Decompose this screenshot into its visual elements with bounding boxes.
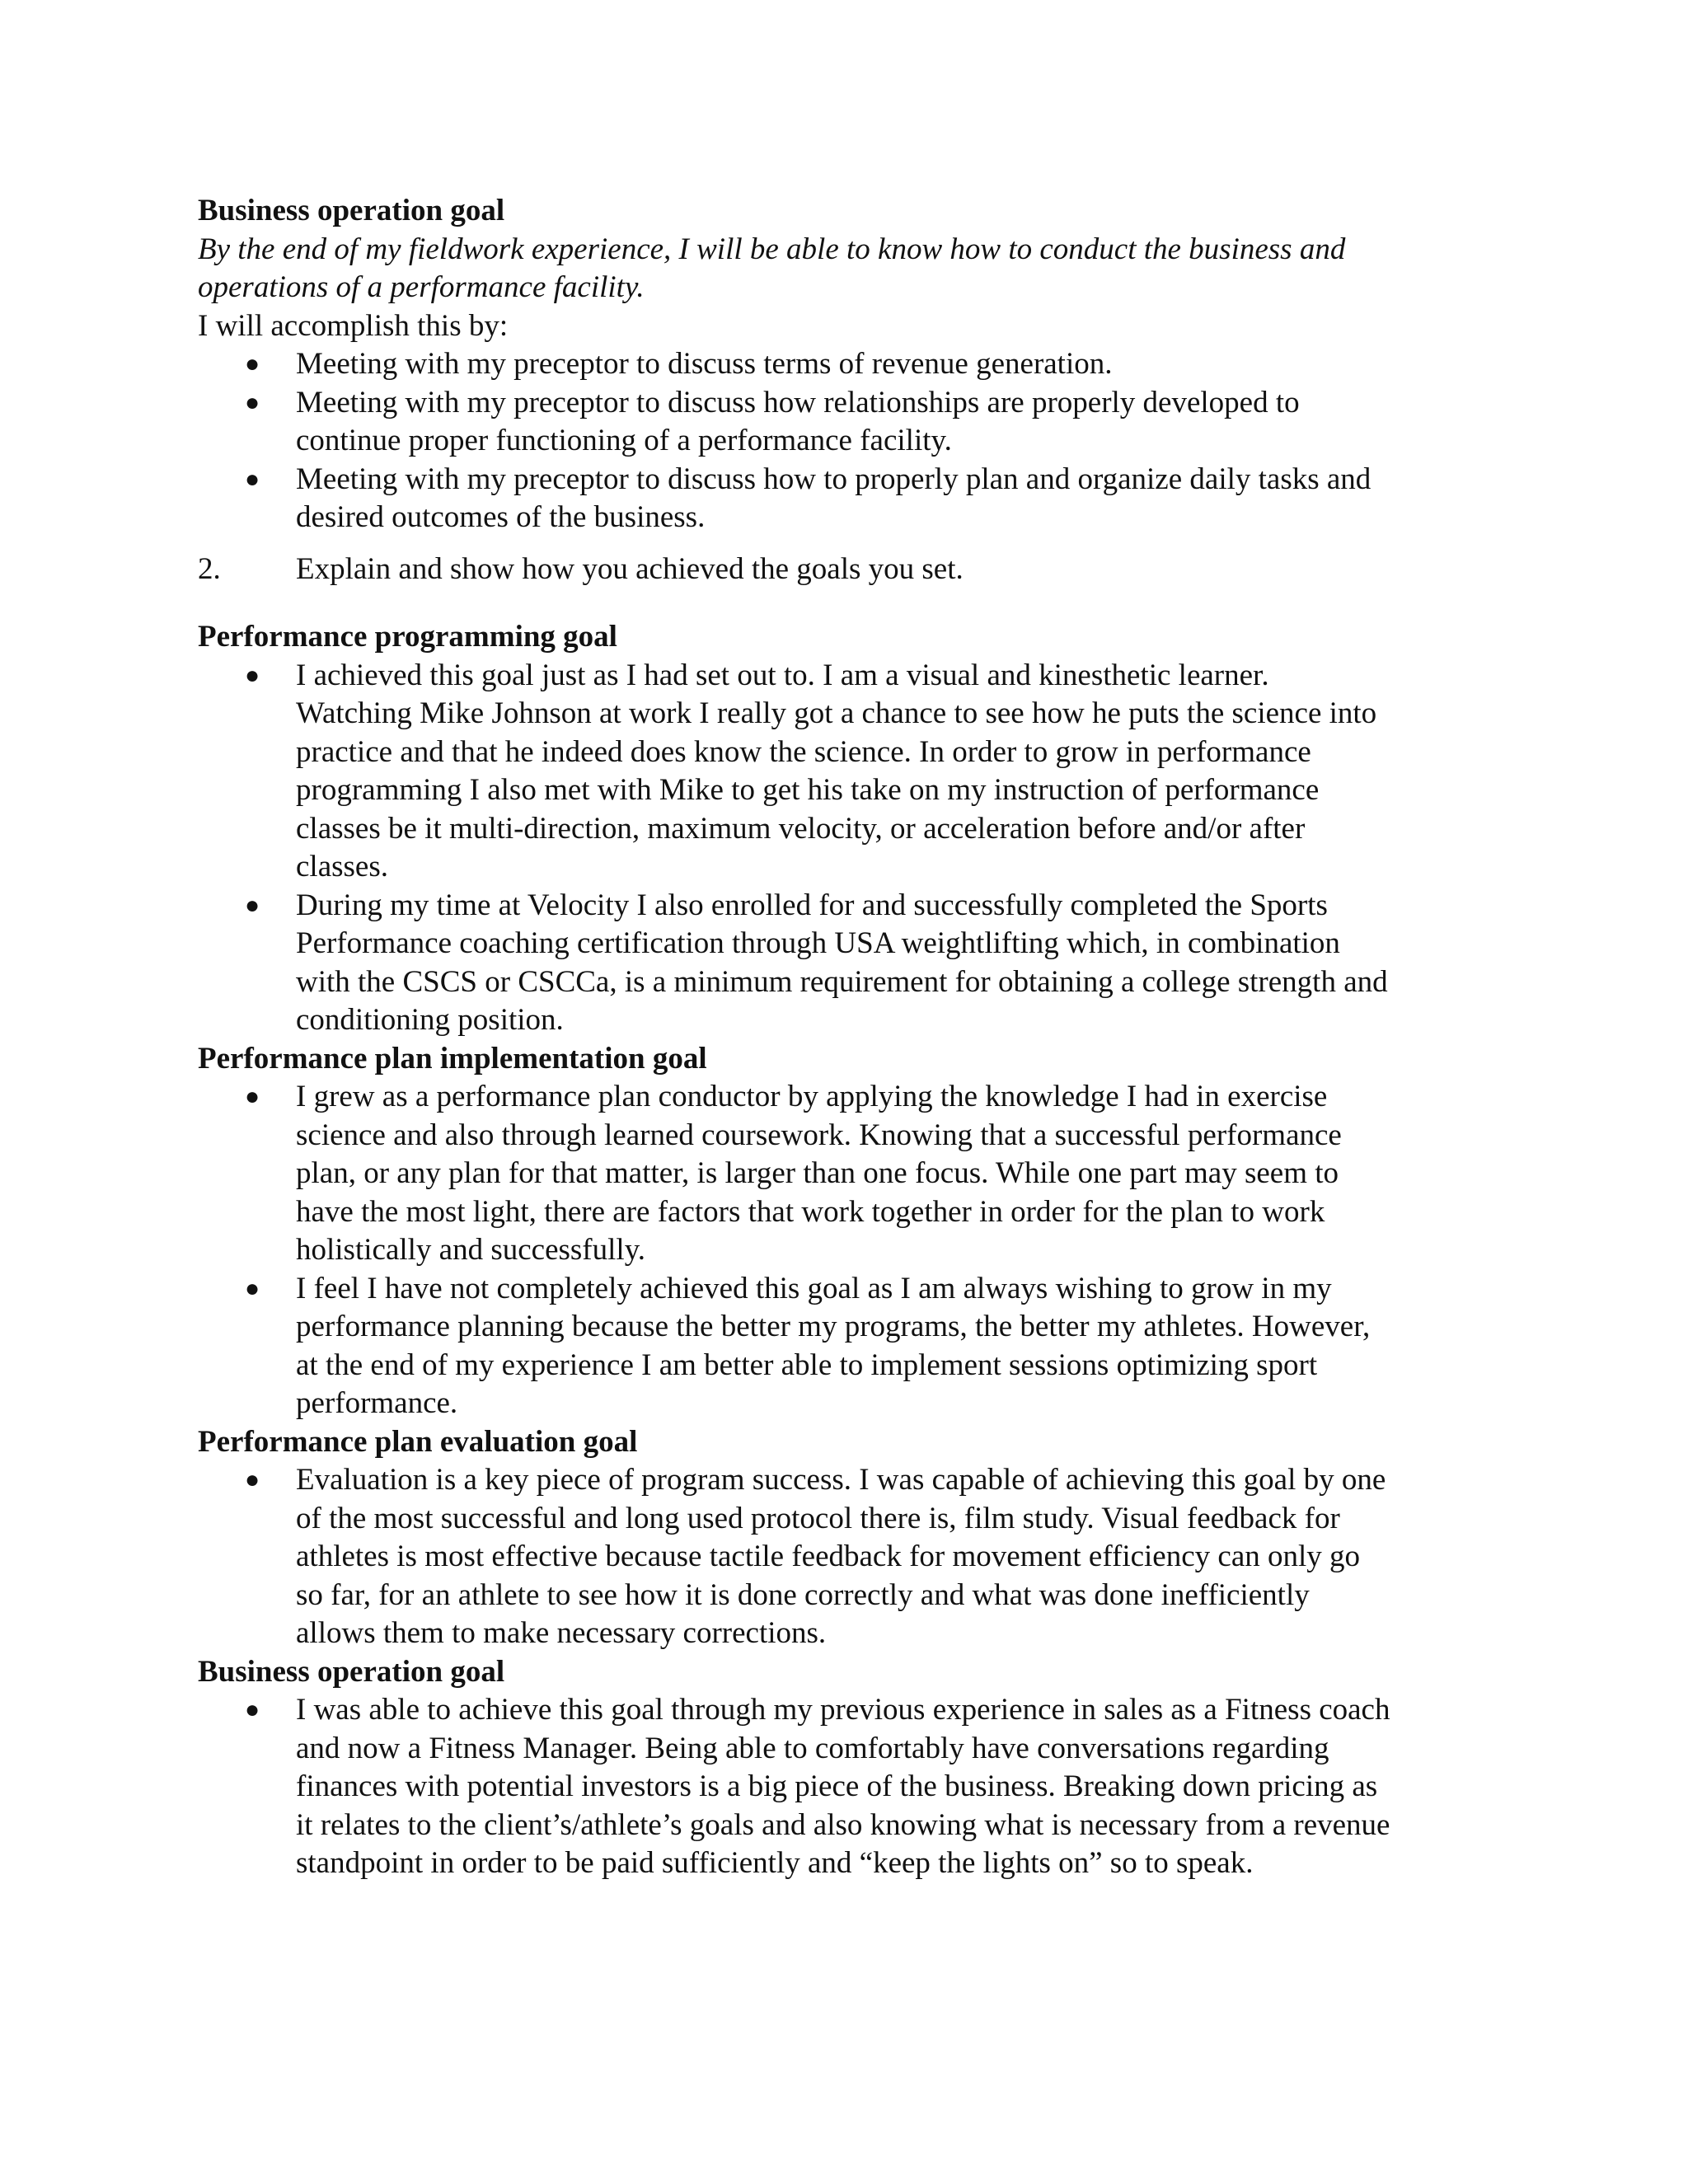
goal-statement-line: By the end of my fieldwork experience, I will be able to know how to conduct the business and [198,232,1346,266]
section-evaluation [198,1423,1484,1653]
list-item-line: programming I also met with Mike to get his take on my instruction of performance [296,773,1320,807]
list-item [198,384,1484,461]
bullet-icon: ● [245,1466,260,1493]
list-item-line: Meeting with my preceptor to discuss terms of revenue generation. [296,347,1113,381]
section-heading: Performance programming goal [198,620,617,654]
bullet-list [198,1461,1484,1653]
section-heading: Performance plan implementation goal [198,1041,707,1076]
list-item-line: I grew as a performance plan conductor by applying the knowledge I had in exercise [296,1080,1328,1113]
bullet-list [198,1691,1484,1883]
bullet-icon: ● [245,1083,260,1110]
list-item-line: I feel I have not completely achieved this goal as I am always wishing to grow in my [296,1271,1332,1305]
list-item-line: classes. [296,850,388,883]
list-item-line: practice and that he indeed does know the science. In order to grow in performance [296,734,1311,769]
list-item-line: desired outcomes of the business. [296,500,706,534]
list-item-line: Watching Mike Johnson at work I really got a chance to see how he puts the science into [296,696,1377,730]
list-item-line: Performance coaching certification through USA weightlifting which, in combination [296,926,1340,960]
bullet-list [198,657,1484,1040]
list-item-line: performance planning because the better my programs, the better my athletes. However, [296,1310,1371,1343]
list-item-line: of the most successful and long used protocol there is, film study. Visual feedback for [296,1501,1340,1535]
list-item-line: Evaluation is a key piece of program success. I was capable of achieving this goal by one [296,1463,1386,1497]
list-item-line: athletes is most effective because tactile feedback for movement efficiency can only go [296,1540,1361,1573]
list-item-line: During my time at Velocity I also enrolled for and successfully completed the Sports [296,888,1328,922]
list-item-line: so far, for an athlete to see how it is done correctly and what was done inefficiently [296,1577,1310,1612]
list-item [198,1270,1484,1423]
list-item-line: at the end of my experience I am better able to implement sessions optimizing sport [296,1347,1318,1382]
list-item [198,887,1484,1040]
list-item-line: allows them to make necessary corrections. [296,1616,827,1650]
list-item-line: continue proper functioning of a performance facility. [296,424,952,457]
section-business-goal-intro [198,192,1484,537]
list-item-line: with the CSCS or CSCCa, is a minimum requirement for obtaining a college strength and [296,964,1388,999]
list-item-line: I achieved this goal just as I had set out to. I am a visual and kinesthetic learner. [296,658,1269,692]
bullet-icon: ● [245,661,260,689]
bullet-icon: ● [245,350,260,377]
bullet-icon: ● [245,1696,260,1723]
list-item [198,1078,1484,1270]
list-item-line: conditioning position. [296,1003,564,1037]
list-item-line: it relates to the client’s/athlete’s goals and also knowing what is necessary from a revenue [296,1807,1390,1842]
list-item-line: Meeting with my preceptor to discuss how to properly plan and organize daily tasks and [296,462,1372,496]
bullet-icon: ● [245,891,260,919]
section-implementation [198,1040,1484,1423]
list-item-line: Meeting with my preceptor to discuss how relationships are properly developed to [296,385,1300,419]
bullet-icon: ● [245,388,260,416]
list-item-line: plan, or any plan for that matter, is larger than one focus. While one part may seem to [296,1156,1339,1190]
list-item-line: finances with potential investors is a big piece of the business. Breaking down pricing as [296,1769,1378,1803]
section-programming [198,618,1484,1040]
section-heading: Performance plan evaluation goal [198,1424,638,1459]
bullet-list [198,1078,1484,1423]
list-item-line: performance. [296,1386,458,1420]
section-business-result [198,1653,1484,1883]
list-item [198,657,1484,887]
numbered-question [198,551,1484,589]
bullet-icon: ● [245,1274,260,1302]
question-text: Explain and show how you achieved the goals you set. [296,551,964,586]
list-item-line: holistically and successfully. [296,1233,646,1267]
list-item-line: science and also through learned coursework. Knowing that a successful performance [296,1118,1342,1152]
goal-statement-line: operations of a performance facility. [198,270,645,304]
section-heading: Business operation goal [198,194,505,227]
section-heading: Business operation goal [198,1654,505,1689]
accomplish-intro: I will accomplish this by: [198,308,509,343]
document-page [198,192,1484,1883]
bullet-icon: ● [245,465,260,493]
list-item-line: standpoint in order to be paid sufficiently and “keep the lights on” so to speak. [296,1846,1254,1880]
list-item-line: and now a Fitness Manager. Being able to comfortably have conversations regarding [296,1731,1329,1765]
list-item-line: have the most light, there are factors that work together in order for the plan to work [296,1194,1325,1229]
bullet-list [198,345,1484,537]
list-item [198,345,1484,384]
question-number: 2. [198,551,221,586]
list-item [198,1461,1484,1653]
list-item-line: I was able to achieve this goal through my previous experience in sales as a Fitness coach [296,1693,1390,1727]
list-item [198,1691,1484,1883]
list-item-line: classes be it multi-direction, maximum velocity, or acceleration before and/or after [296,811,1306,846]
list-item [198,461,1484,537]
